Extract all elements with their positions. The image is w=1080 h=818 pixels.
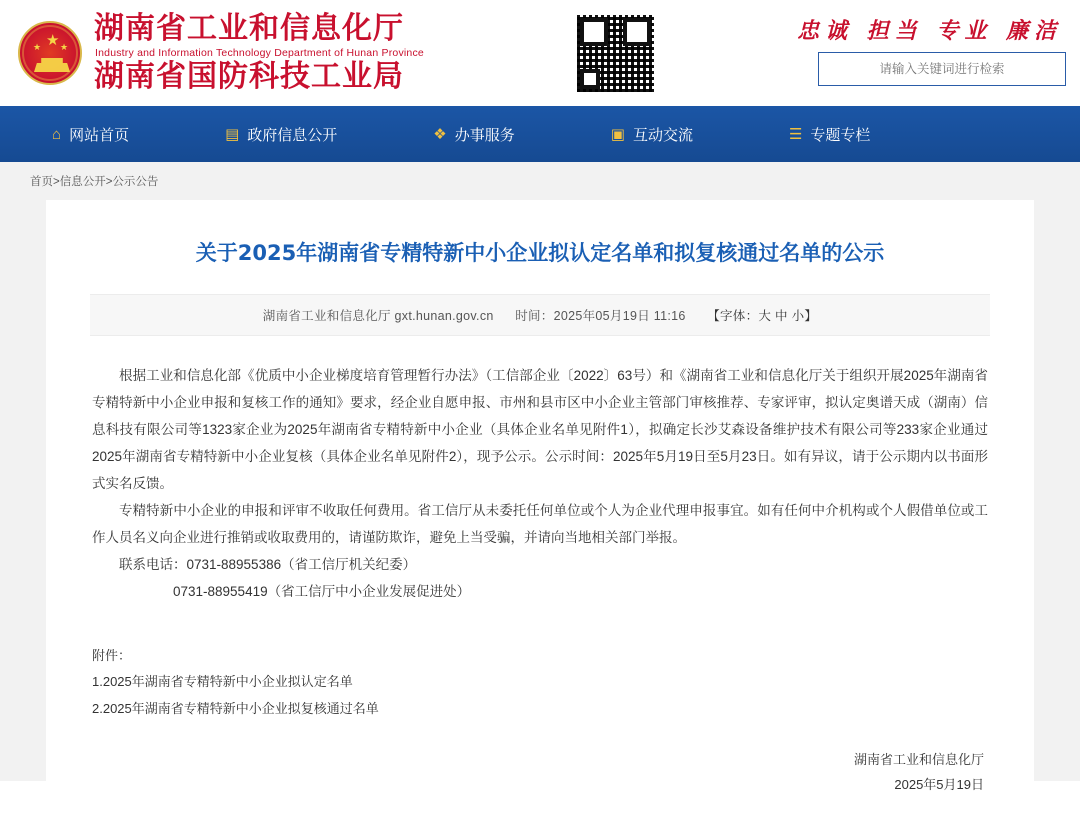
site-header — [0, 0, 1080, 106]
main-navigation — [0, 106, 1080, 162]
paragraph-2: 专精特新中小企业的申报和评审不收取任何费用。省工信厅从未委托任何单位或个人为企业代理申报事宜。如有任何中介机构或个人假借单位或工作人员名义向企业进行推销或收取费用的，请谨防欺诈，避免上当受骗，并请向当地相关部门举报。 — [92, 502, 988, 545]
nav-item-home[interactable] — [52, 124, 129, 145]
attachment-label: 附件： — [92, 647, 132, 663]
contact-phone-2: 0731-88955419（省工信厅中小企业发展促进处） — [173, 583, 471, 599]
signature-org: 湖南省工业和信息化厅 — [853, 752, 984, 768]
org-name-english: Industry and Information Technology Department of Hunan Province — [95, 47, 424, 59]
article-card — [46, 200, 1034, 818]
font-size-small-button[interactable]: 小 — [791, 308, 805, 323]
attachment-link-1[interactable]: 1.2025年湖南省专精特新中小企业拟认定名单 — [92, 674, 353, 690]
nav-item-government-info[interactable] — [225, 124, 337, 145]
nav-label-home: 网站首页 — [69, 126, 130, 144]
search-box[interactable] — [818, 52, 1066, 86]
article-time: 时间：2025年05月19日 11:16 — [515, 308, 686, 323]
nav-item-interaction[interactable] — [611, 124, 693, 145]
font-size-label: 【字体： — [707, 308, 759, 323]
breadcrumb-text: 首页>信息公开>公示公告 — [30, 176, 159, 188]
layers-icon: ☰ — [788, 125, 803, 143]
font-size-large-button[interactable]: 大 — [758, 308, 772, 323]
chat-icon: ▣ — [610, 125, 625, 143]
font-size-controls[interactable] — [707, 309, 817, 323]
national-emblem-icon: ★ ★ ★ — [18, 21, 82, 85]
site-title-block — [94, 10, 424, 94]
font-size-medium-button[interactable]: 中 — [775, 308, 788, 323]
page-title: 关于2025年湖南省专精特新中小企业拟认定名单和拟复核通过名单的公示 — [195, 241, 885, 265]
contact-phone-1: 联系电话：0731-88955386（省工信厅机关纪委） — [119, 556, 417, 572]
article-source: 湖南省工业和信息化厅 gxt.hunan.gov.cn — [262, 308, 494, 323]
article-meta — [90, 294, 990, 336]
article-body — [90, 336, 990, 798]
attachment-link-2[interactable]: 2.2025年湖南省专精特新中小企业拟复核通过名单 — [92, 700, 379, 716]
service-icon: ❖ — [433, 125, 447, 143]
nav-item-services[interactable] — [433, 124, 514, 145]
slogan-text: 忠诚 担当 专业 廉洁 — [797, 19, 1062, 44]
font-size-close: 】 — [804, 308, 818, 323]
nav-label-government-info: 政府信息公开 — [247, 126, 338, 144]
signature-block — [92, 722, 988, 797]
home-icon: ⌂ — [52, 125, 62, 143]
document-icon: ▤ — [225, 125, 240, 143]
nav-label-interaction: 互动交流 — [632, 126, 693, 144]
nav-item-topics[interactable] — [789, 124, 870, 145]
org-name-line1: 湖南省工业和信息化厅 — [94, 10, 404, 46]
nav-label-topics: 专题专栏 — [810, 126, 871, 144]
signature-date: 2025年5月19日 — [894, 777, 984, 793]
qr-code-icon[interactable] — [574, 12, 657, 95]
breadcrumb[interactable] — [0, 162, 1080, 200]
org-name-line2: 湖南省国防科技工业局 — [94, 59, 404, 94]
paragraph-1: 根据工业和信息化部《优质中小企业梯度培育管理暂行办法》（工信部企业〔2022〕63号）和《湖南省工业和信息化厅关于组织开展2025年湖南省专精特新中小企业申报和复核工作的通知》要求，经企业自愿申报、市州和县市区中小企业主管部门审核推荐、专家评审，拟认定奥谱天成（湖南）信息科技有限公司等1323家企业为2025年湖南省专精特新中小企业（具体企业名单见附件1），拟确定长沙艾森设备维护技术有限公司等233家企业通过2025年湖南省专精特新中小企业复核（具体企业名单见附件2），现予公示。公示时间：2025年5月19日至5月23日。如有异议，请于公示期内以书面形式实名反馈。 — [92, 367, 988, 491]
nav-label-services: 办事服务 — [454, 126, 515, 144]
search-input[interactable] — [819, 53, 1065, 85]
